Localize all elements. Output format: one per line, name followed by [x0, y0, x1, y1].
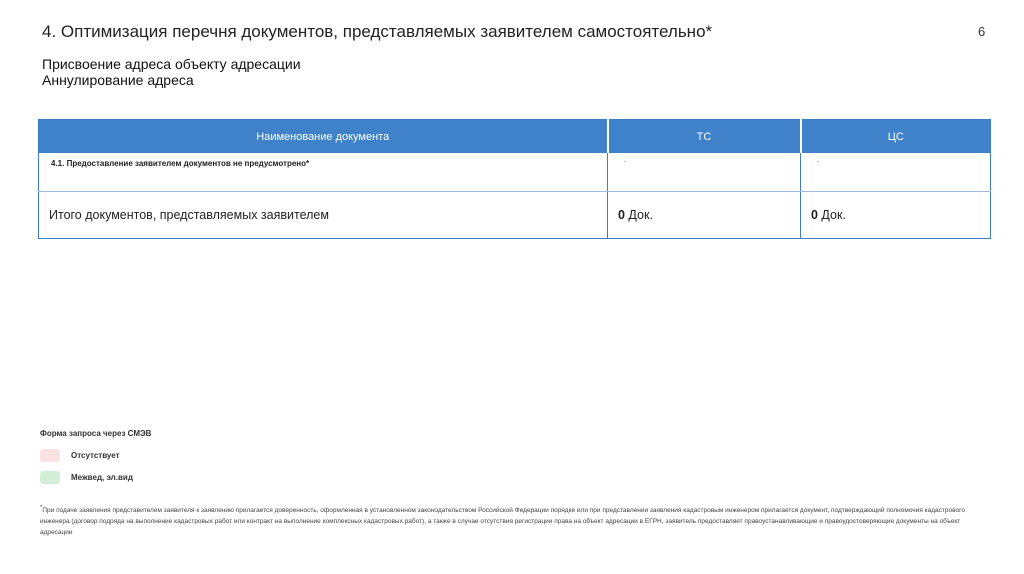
ts-total-count: 0: [618, 208, 625, 222]
total-label: Итого документов, представляемых заявителем: [49, 208, 329, 222]
document-name-cell: 4.1. Предоставление заявителем документов не предусмотрено*: [39, 153, 608, 192]
legend-item-interagency: [40, 471, 133, 484]
column-header-cs: ЦС: [801, 120, 991, 154]
cs-total-unit: Док.: [817, 208, 846, 222]
ts-total-unit: Док.: [624, 208, 653, 222]
legend-swatch-interagency: [40, 471, 60, 484]
ts-cell: -: [608, 153, 801, 192]
total-row: [39, 192, 991, 239]
documents-table: [38, 119, 991, 239]
legend-swatch-absent: [40, 449, 60, 462]
table-row: [39, 153, 991, 192]
legend-title: Форма запроса через СМЭВ: [40, 429, 152, 438]
subtitle-line-2: Аннулирование адреса: [42, 72, 194, 88]
subtitle: [42, 56, 301, 88]
cs-total-count: 0: [811, 208, 818, 222]
legend-item-absent: [40, 449, 120, 462]
footnote-text: При подаче заявления представителем заявителя к заявлению прилагается доверенность, оформленная в установленном законодательством Российской Федерации порядке или при представлении заявления кадастровым инженером прилагается документ, подтверждающий полномочия кадастрового инженера (договор подряда на выполнение кадастровых работ или контракт на выполнение комплексных кадастровых работ), а также в случае отсутствия регистрации права на объект адресации в ЕГРН, заявитель предоставляет правоустанавливающие и правоудостоверяющие документы на объект адресации: [40, 507, 965, 537]
footnote-marker: *: [40, 505, 43, 511]
legend-label-absent: Отсутствует: [71, 451, 120, 460]
cs-total-cell: [801, 192, 991, 239]
ts-total-cell: [608, 192, 801, 239]
footnote: [40, 503, 970, 538]
page-number: 6: [978, 24, 986, 39]
subtitle-line-1: Присвоение адреса объекту адресации: [42, 56, 301, 72]
column-header-document-name: Наименование документа: [39, 120, 608, 154]
legend-label-interagency: Межвед, эл.вид: [71, 473, 133, 482]
cs-cell: -: [801, 153, 991, 192]
table-header-row: [39, 120, 991, 154]
page-title: 4. Оптимизация перечня документов, представляемых заявителем самостоятельно*: [42, 22, 713, 41]
column-header-ts: ТС: [608, 120, 801, 154]
